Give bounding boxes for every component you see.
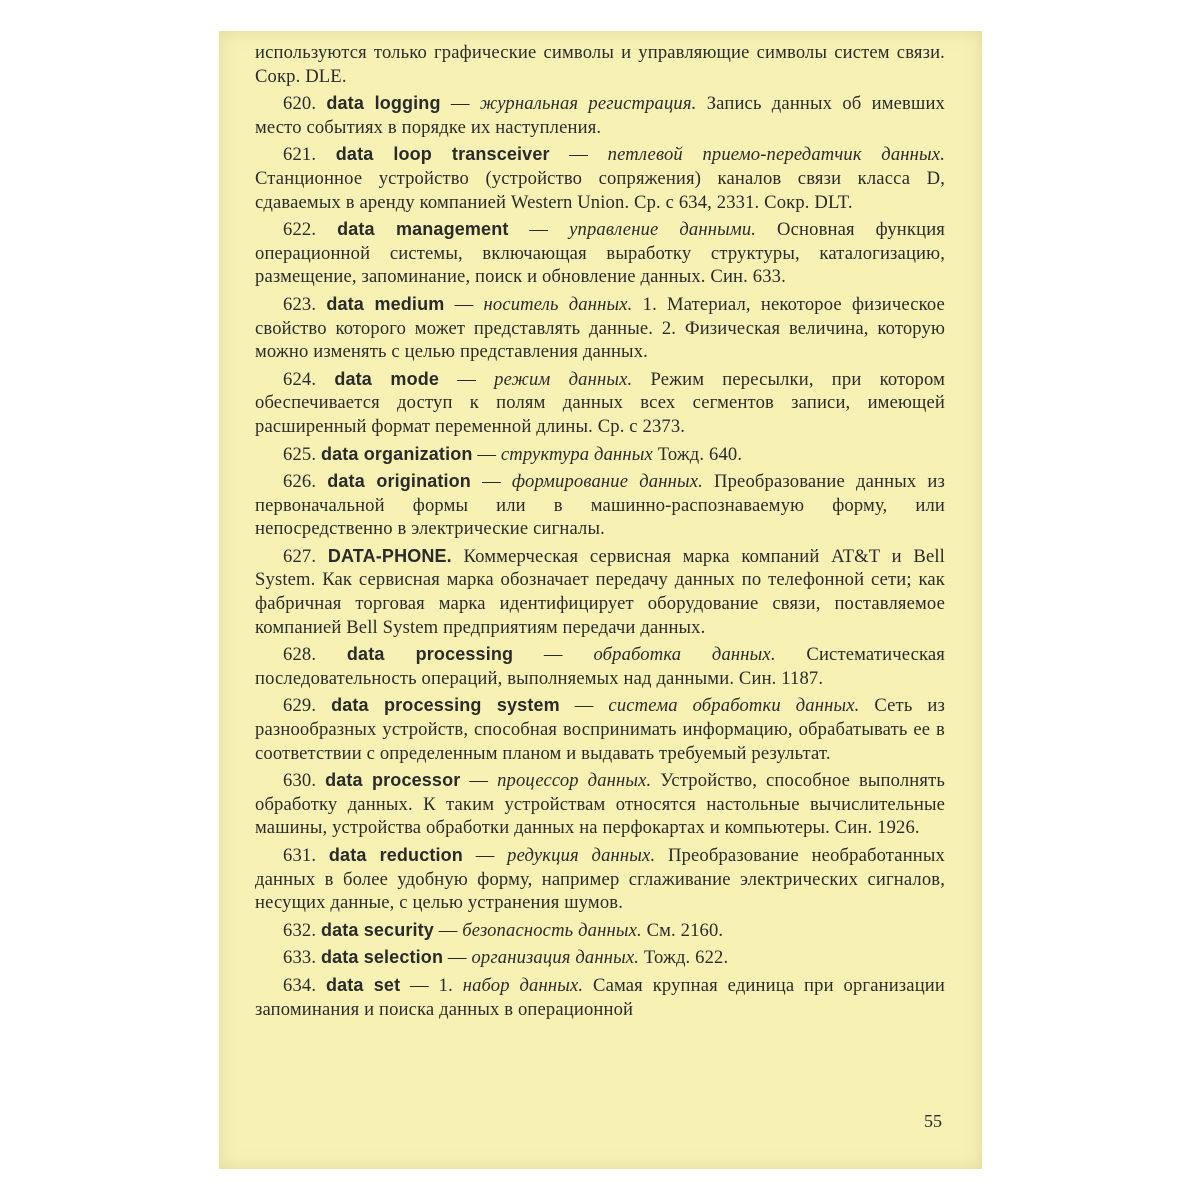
entry-dash: — <box>462 845 508 866</box>
glossary-entries <box>255 92 945 1021</box>
entry-translation: журнальная регистрация. <box>479 93 697 115</box>
entry-dash: — <box>470 471 512 493</box>
entry-dash: — <box>444 293 484 315</box>
entry-number: 625. <box>283 443 317 465</box>
entry-term: data organization <box>320 443 473 464</box>
entry-translation: набор данных. <box>462 974 584 996</box>
entry-number: 624. <box>283 368 317 390</box>
glossary-entry <box>255 974 945 1021</box>
entry-definition: Основная функция операционной системы, включающая выработку структуры, каталогизацию, размещение, запоминание, поиск и обновление данных. Син. 633. <box>255 219 945 288</box>
entry-term: data origination <box>327 471 471 492</box>
entry-number: 622. <box>283 219 317 241</box>
entry-term: data reduction <box>328 845 463 865</box>
glossary-entry <box>255 769 945 840</box>
entry-translation: формирование данных. <box>511 471 703 493</box>
glossary-entry <box>255 470 945 541</box>
entry-translation: петлевой приемо-передатчик данных. <box>607 144 945 166</box>
entry-term: data medium <box>326 293 445 314</box>
entry-dash: — <box>549 144 608 166</box>
entry-translation: носитель данных. <box>483 293 633 315</box>
glossary-entry <box>255 643 945 690</box>
entry-number: 627. <box>283 545 317 567</box>
glossary-entry <box>255 443 945 467</box>
entry-definition: Устройство, способное выполнять обработку данных. К таким устройствам относятся настольные вычислительные машины, устройства обработки данных на перфокартах и компьютеры. Син. 1926. <box>255 770 945 839</box>
entry-definition: Преобразование данных из первоначальной формы или в машинно-распознаваемую форму, или непосредственно в электрические сигналы. <box>255 471 945 540</box>
entry-translation: система обработки данных. <box>608 695 860 717</box>
entry-term: data management <box>337 219 509 240</box>
glossary-entry <box>255 293 945 364</box>
entry-translation: организация данных. <box>471 947 640 969</box>
entry-term: data set <box>325 974 401 995</box>
book-page <box>219 31 982 1169</box>
entry-definition: Тожд. 622. <box>639 947 729 969</box>
entry-definition: Преобразование необработанных данных в более удобную форму, например сглаживание электрических сигналов, несущих данные, с целью устранения шумов. <box>255 845 945 914</box>
entry-dash: — <box>472 443 501 465</box>
entry-number: 630. <box>283 770 317 792</box>
entry-definition: Режим пересылки, при котором обеспечивается доступ к полям данных всех сегментов записи, имеющей расширенный формат переменной длины. Ср. с 2373. <box>255 368 945 437</box>
entry-term: data processing <box>346 644 514 665</box>
entry-definition: Коммерческая сервисная марка компаний AT&T и Bell System. Как сервисная марка обозначает передачу данных по телефонной сети; как фабричная торговая марка идентифицирует оборудование связи, поставляемое компанией Bell System предприятиям передачи данных. <box>255 545 945 638</box>
glossary-entry <box>255 368 945 439</box>
entry-number: 629. <box>283 695 317 717</box>
entry-number: 628. <box>283 644 317 666</box>
entry-definition: Сеть из разнообразных устройств, способная воспринимать информацию, обрабатывать ее в соответствии с определенным планом и выдавать требуемый результат. <box>255 695 945 764</box>
glossary-entry <box>255 946 945 970</box>
entry-definition: Станционное устройство (устройство сопряжения) каналов связи класса D, сдаваемых в аренду компанией Western Union. Ср. с 634, 2331. Сокр. DLT. <box>255 167 945 213</box>
entry-term: data selection <box>320 947 444 968</box>
entry-term: data processing system <box>331 695 560 716</box>
entry-translation: режим данных. <box>494 368 633 390</box>
entry-dash: — <box>440 93 480 115</box>
entry-term: data security <box>320 919 434 940</box>
entry-number: 621. <box>283 144 317 166</box>
entry-number: 620. <box>283 93 317 115</box>
entry-definition: См. 2160. <box>641 919 724 941</box>
entry-term: data logging <box>326 93 441 114</box>
intro-paragraph: используются только графические символы и управляющие символы систем связи. Сокр. DLE. <box>255 42 945 87</box>
entry-number: 632. <box>283 919 317 941</box>
entry-translation: обработка данных. <box>593 644 776 666</box>
entry-translation: безопасность данных. <box>462 919 642 941</box>
entry-number: 623. <box>283 293 317 315</box>
glossary-entry <box>255 919 945 943</box>
entry-term: data processor <box>325 770 461 791</box>
glossary-entry <box>255 218 945 289</box>
entry-dash: — <box>508 219 570 241</box>
glossary-entry <box>255 143 945 214</box>
entry-dash: — <box>433 919 463 941</box>
entry-dash: — <box>559 695 609 717</box>
entry-number: 626. <box>283 471 317 493</box>
entry-number: 633. <box>283 947 317 969</box>
glossary-entry <box>255 694 945 765</box>
glossary-entry <box>255 92 945 139</box>
page-number: 55 <box>924 1111 942 1131</box>
entry-translation: структура данных <box>500 443 653 465</box>
entry-number: 634. <box>283 974 317 996</box>
entry-definition: 1. Материал, некоторое физическое свойство которого может представлять данные. 2. Физическая величина, которую можно изменять с целью представления данных. <box>255 293 945 363</box>
entry-translation: процессор данных. <box>497 770 652 792</box>
glossary-entry <box>255 844 945 915</box>
entry-number: 631. <box>283 845 317 866</box>
entry-definition: Самая крупная единица при организации запоминания и поиска данных в операционной <box>255 974 945 1020</box>
entry-dash: — 1. <box>400 974 463 996</box>
entry-dash: — <box>513 644 594 666</box>
glossary-entry <box>255 545 945 639</box>
entry-definition: Запись данных об имевших место событиях в порядке их наступления. <box>255 93 945 138</box>
page-text <box>255 41 945 1025</box>
entry-translation: управление данными. <box>569 219 757 241</box>
entry-dash: — <box>460 770 498 792</box>
entry-term: data mode <box>334 368 440 389</box>
entry-term: DATA-PHONE. <box>327 545 452 566</box>
entry-definition: Систематическая последовательность операций, выполняемых над данными. Син. 1187. <box>255 644 945 689</box>
entry-term: data loop transceiver <box>335 144 550 165</box>
entry-definition: Тожд. 640. <box>652 443 743 465</box>
entry-dash: — <box>439 368 495 390</box>
entry-dash: — <box>443 947 472 969</box>
entry-translation: редукция данных. <box>507 845 656 866</box>
